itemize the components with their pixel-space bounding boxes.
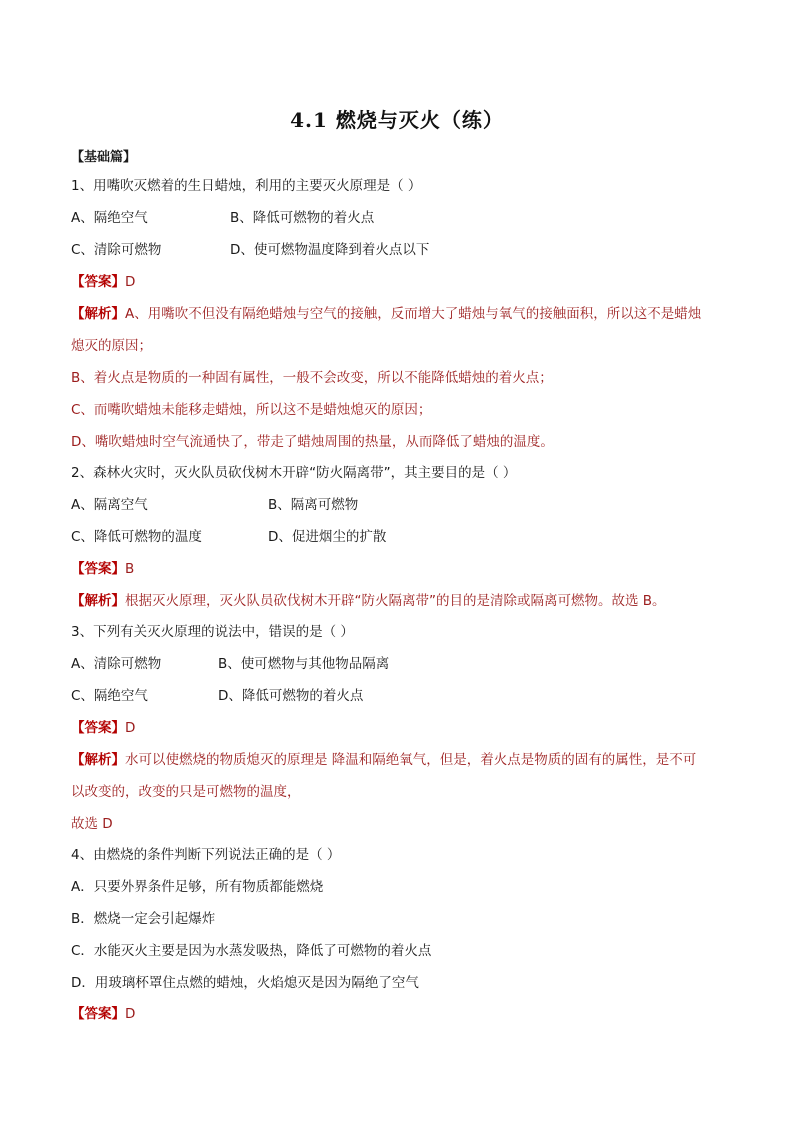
question-3-stem: 3、下列有关灭火原理的说法中，错误的是（ ） xyxy=(71,624,354,640)
question-1-analysis-line-5: D、嘴吹蜡烛时空气流通快了，带走了蜡烛周围的热量，从而降低了蜡烛的温度。 xyxy=(71,434,554,450)
analysis-text: 根据灭火原理，灭火队员砍伐树木开辟“防火隔离带”的目的是清除或隔离可燃物。故选 B。 xyxy=(125,593,666,609)
question-3-option-d: D、降低可燃物的着火点 xyxy=(218,688,364,704)
question-3-analysis-line-2: 以改变的，改变的只是可燃物的温度， xyxy=(71,784,301,800)
question-2-answer xyxy=(71,559,134,579)
answer-label: 【答案】 xyxy=(71,720,125,736)
question-4-option-b: B．燃烧一定会引起爆炸 xyxy=(71,911,216,927)
answer-label: 【答案】 xyxy=(71,274,125,290)
question-1-option-b: B、降低可燃物的着火点 xyxy=(230,210,375,226)
section-heading: 【基础篇】 xyxy=(71,150,137,165)
question-2-option-c: C、降低可燃物的温度 xyxy=(71,529,202,545)
analysis-label: 【解析】 xyxy=(71,306,125,322)
answer-value: B xyxy=(125,561,135,577)
page-title: 4.1 燃烧与灭火（练） xyxy=(290,108,504,132)
question-1-analysis-line-4: C、而嘴吹蜡烛未能移走蜡烛，所以这不是蜡烛熄灭的原因； xyxy=(71,402,432,418)
answer-value: D xyxy=(125,720,136,736)
question-3-option-a: A、清除可燃物 xyxy=(71,656,162,672)
question-4-option-a: A．只要外界条件足够，所有物质都能燃烧 xyxy=(71,879,324,895)
question-4-answer xyxy=(71,1004,135,1024)
question-2-stem: 2、森林火灾时，灭火队员砍伐树木开辟“防火隔离带”，其主要目的是（ ） xyxy=(71,465,517,481)
question-1-option-c: C、清除可燃物 xyxy=(71,242,162,258)
question-4-option-d: D．用玻璃杯罩住点燃的蜡烛，火焰熄灭是因为隔绝了空气 xyxy=(71,975,419,991)
question-3-analysis-line-3: 故选 D xyxy=(71,816,113,832)
question-2-option-b: B、隔离可燃物 xyxy=(268,497,359,513)
question-1-option-a: A、隔绝空气 xyxy=(71,210,148,226)
answer-label: 【答案】 xyxy=(71,1006,125,1022)
answer-value: D xyxy=(125,1006,136,1022)
question-3-option-c: C、隔绝空气 xyxy=(71,688,148,704)
question-3-option-b: B、使可燃物与其他物品隔离 xyxy=(218,656,390,672)
answer-label: 【答案】 xyxy=(71,561,125,577)
question-1-analysis-line-1 xyxy=(71,304,701,324)
question-1-analysis-line-3: B、着火点是物质的一种固有属性，一般不会改变，所以不能降低蜡烛的着火点； xyxy=(71,370,553,386)
question-1-answer xyxy=(71,272,135,292)
analysis-text: A、用嘴吹不但没有隔绝蜡烛与空气的接触，反而增大了蜡烛与氧气的接触面积，所以这不是蜡烛 xyxy=(125,306,702,322)
question-3-analysis-line-1 xyxy=(71,750,696,770)
question-2-option-a: A、隔离空气 xyxy=(71,497,148,513)
question-1-stem: 1、用嘴吹灭燃着的生日蜡烛，利用的主要灭火原理是（ ） xyxy=(71,178,422,194)
analysis-label: 【解析】 xyxy=(71,752,125,768)
analysis-text: 水可以使燃烧的物质熄灭的原理是 降温和隔绝氧气，但是，着火点是物质的固有的属性，是不可 xyxy=(125,752,697,768)
question-3-answer xyxy=(71,718,135,738)
question-1-option-d: D、使可燃物温度降到着火点以下 xyxy=(230,242,430,258)
question-2-option-d: D、促进烟尘的扩散 xyxy=(268,529,387,545)
question-4-stem: 4、由燃烧的条件判断下列说法正确的是（ ） xyxy=(71,847,341,863)
analysis-label: 【解析】 xyxy=(71,593,125,609)
question-2-analysis-line-1 xyxy=(71,591,666,611)
question-1-analysis-line-2: 熄灭的原因； xyxy=(71,338,152,354)
question-4-option-c: C．水能灭火主要是因为水蒸发吸热，降低了可燃物的着火点 xyxy=(71,943,432,959)
answer-value: D xyxy=(125,274,136,290)
